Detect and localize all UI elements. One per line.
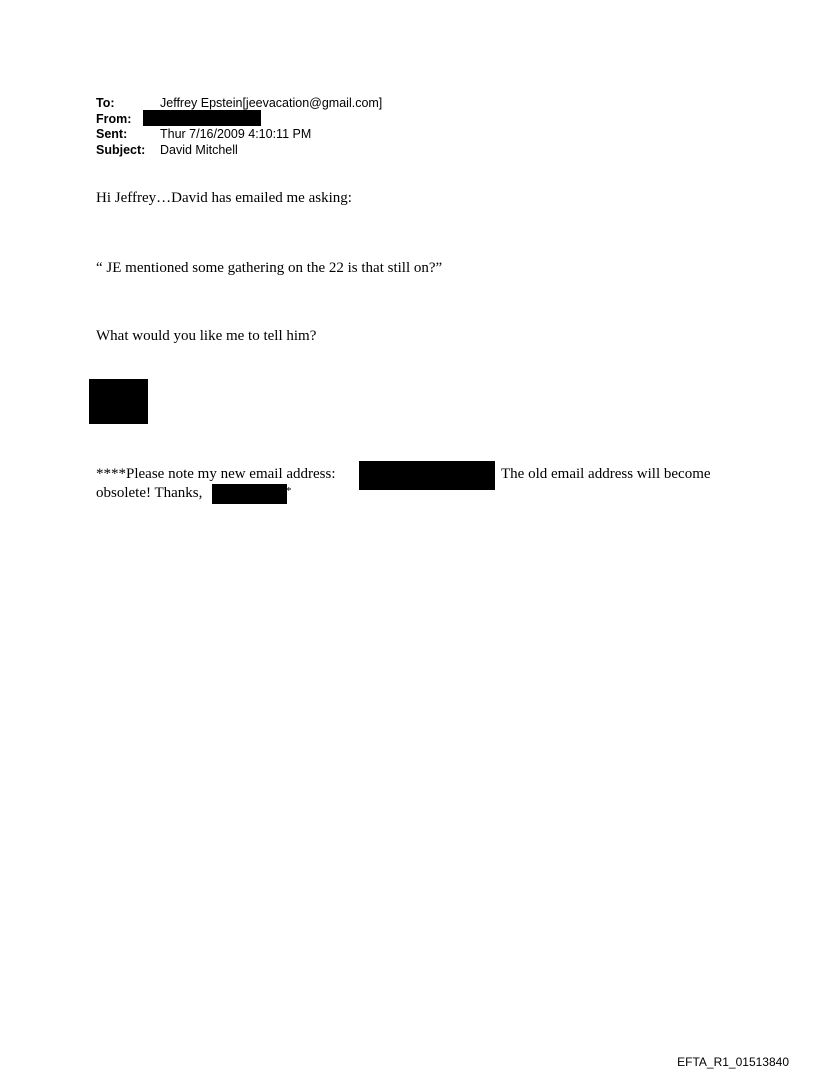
to-value: Jeffrey Epstein[jeevacation@gmail.com]: [160, 96, 383, 110]
subject-value: David Mitchell: [160, 142, 238, 157]
question-line: What would you like me to tell him?: [96, 328, 317, 344]
sent-label: Sent:: [96, 127, 128, 141]
redaction-from-sender: [143, 110, 261, 126]
redaction-signature-block: [89, 379, 148, 424]
redaction-new-email: [359, 461, 495, 490]
document-id: EFTA_R1_01513840: [677, 1055, 789, 1069]
from-label: From:: [96, 111, 132, 126]
redaction-signoff-name: [212, 484, 287, 504]
quoted-question: “ JE mentioned some gathering on the 22 is that still on?”: [96, 260, 443, 276]
subject-label: Subject:: [96, 142, 146, 157]
to-label: To:: [96, 96, 115, 110]
email-notice-line2: obsolete! Thanks,: [96, 485, 203, 501]
greeting-line: Hi Jeffrey…David has emailed me asking:: [96, 190, 352, 206]
email-notice-end: *: [286, 485, 292, 497]
email-notice-part2: The old email address will become: [501, 466, 711, 482]
sent-value: Thur 7/16/2009 4:10:11 PM: [160, 127, 312, 141]
email-notice-part1: ****Please note my new email address:: [96, 466, 336, 482]
